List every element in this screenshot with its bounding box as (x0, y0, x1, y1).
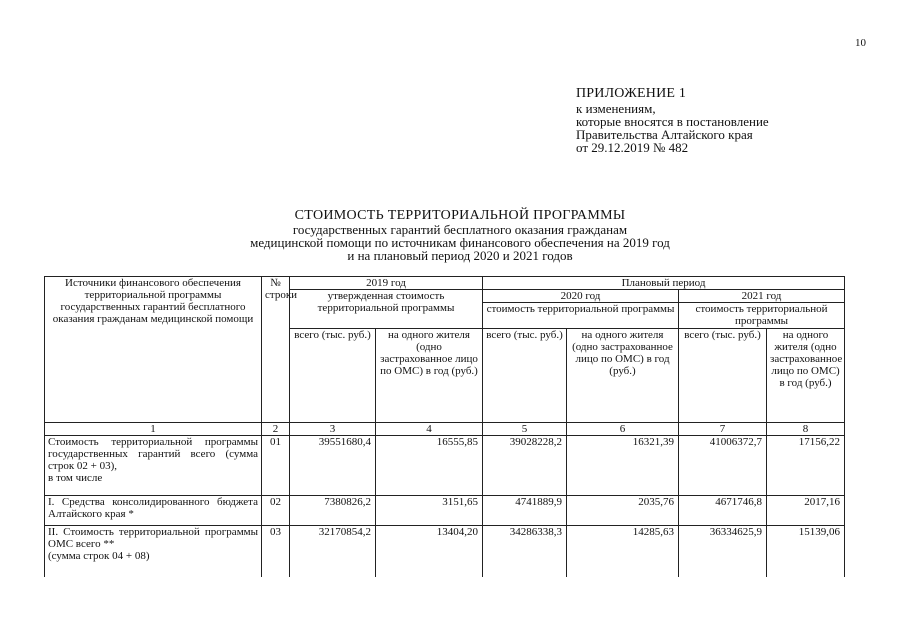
row-code: 03 (262, 526, 290, 577)
header-total-2019: всего (тыс. руб.) (290, 329, 376, 423)
table-row (45, 496, 845, 526)
column-number: 6 (567, 423, 679, 436)
cell-total-2019: 32170854,2 (290, 526, 376, 577)
appendix-line: Правительства Алтайского края (576, 127, 753, 142)
cell-total-2021: 4671746,8 (679, 496, 767, 526)
cell-total-2019: 7380826,2 (290, 496, 376, 526)
header-total-2021: всего (тыс. руб.) (679, 329, 767, 423)
cell-per-resident-2019: 16555,85 (376, 436, 483, 496)
row-label-cell (45, 496, 262, 526)
cost-table (44, 276, 845, 577)
table-row (45, 436, 845, 496)
cell-per-resident-2021: 17156,22 (767, 436, 845, 496)
header-year-2019: 2019 год (290, 277, 483, 290)
page-number: 10 (855, 37, 866, 49)
cell-total-2020: 4741889,9 (483, 496, 567, 526)
cell-per-resident-2020: 16321,39 (567, 436, 679, 496)
column-number: 4 (376, 423, 483, 436)
row-label: Стоимость территориальной программы государственных гарантий всего (сумма строк 02 + 03), (48, 436, 258, 472)
appendix-line: к изменениям, (576, 101, 656, 116)
header-sources: Источники финансового обеспечения территориальной программы государственных гарантий бесплатного оказания гражданам медицинской помощи (45, 277, 262, 423)
cell-total-2019: 39551680,4 (290, 436, 376, 496)
row-label: II. Стоимость территориальной программы ОМС всего ** (48, 526, 258, 550)
column-number: 1 (45, 423, 262, 436)
header-cost-2020: стоимость территориальной программы (483, 303, 679, 329)
column-number: 3 (290, 423, 376, 436)
row-label-cell (45, 436, 262, 496)
header-year-2021: 2021 год (679, 290, 845, 303)
header-total-2020: всего (тыс. руб.) (483, 329, 567, 423)
header-per-resident-2021: на одного жителя (одно застрахованное лицо по ОМС) в год (руб.) (767, 329, 845, 423)
document-title-line: медицинской помощи по источникам финансового обеспечения на 2019 год (250, 235, 670, 250)
row-label-cell (45, 526, 262, 577)
document-title-line: и на плановый период 2020 и 2021 годов (347, 248, 573, 263)
header-approved-cost: утвержденная стоимость территориальной программы (290, 290, 483, 329)
cell-per-resident-2020: 14285,63 (567, 526, 679, 577)
cell-total-2020: 39028228,2 (483, 436, 567, 496)
appendix-title: ПРИЛОЖЕНИЕ 1 (576, 86, 687, 101)
cell-per-resident-2021: 15139,06 (767, 526, 845, 577)
document-title-line: государственных гарантий бесплатного оказания гражданам (292, 222, 628, 237)
header-row-number: № строки (262, 277, 290, 423)
row-code: 01 (262, 436, 290, 496)
header-per-resident-2020: на одного жителя (одно застрахованное лицо по ОМС) в год (руб.) (567, 329, 679, 423)
cell-total-2021: 36334625,9 (679, 526, 767, 577)
column-number: 8 (767, 423, 845, 436)
row-sublabel: (сумма строк 04 + 08) (48, 550, 150, 562)
cell-per-resident-2019: 3151,65 (376, 496, 483, 526)
document-title-main: СТОИМОСТЬ ТЕРРИТОРИАЛЬНОЙ ПРОГРАММЫ (294, 208, 626, 223)
header-year-2020: 2020 год (483, 290, 679, 303)
header-cost-2021: стоимость территориальной программы (679, 303, 845, 329)
header-planned-period: Плановый период (483, 277, 845, 290)
cell-total-2021: 41006372,7 (679, 436, 767, 496)
column-number: 7 (679, 423, 767, 436)
cell-per-resident-2019: 13404,20 (376, 526, 483, 577)
cell-per-resident-2021: 2017,16 (767, 496, 845, 526)
column-number: 2 (262, 423, 290, 436)
table-row (45, 526, 845, 577)
header-per-resident-2019: на одного жителя (одно застрахованное лицо по ОМС) в год (руб.) (376, 329, 483, 423)
column-number: 5 (483, 423, 567, 436)
cell-per-resident-2020: 2035,76 (567, 496, 679, 526)
appendix-block (576, 86, 769, 154)
row-sublabel: в том числе (48, 472, 103, 484)
row-label: I. Средства консолидированного бюджета Алтайского края * (48, 496, 258, 520)
appendix-line: которые вносятся в постановление (576, 114, 769, 129)
cell-total-2020: 34286338,3 (483, 526, 567, 577)
row-code: 02 (262, 496, 290, 526)
document-title (180, 208, 740, 262)
appendix-line: от 29.12.2019 № 482 (576, 140, 689, 155)
